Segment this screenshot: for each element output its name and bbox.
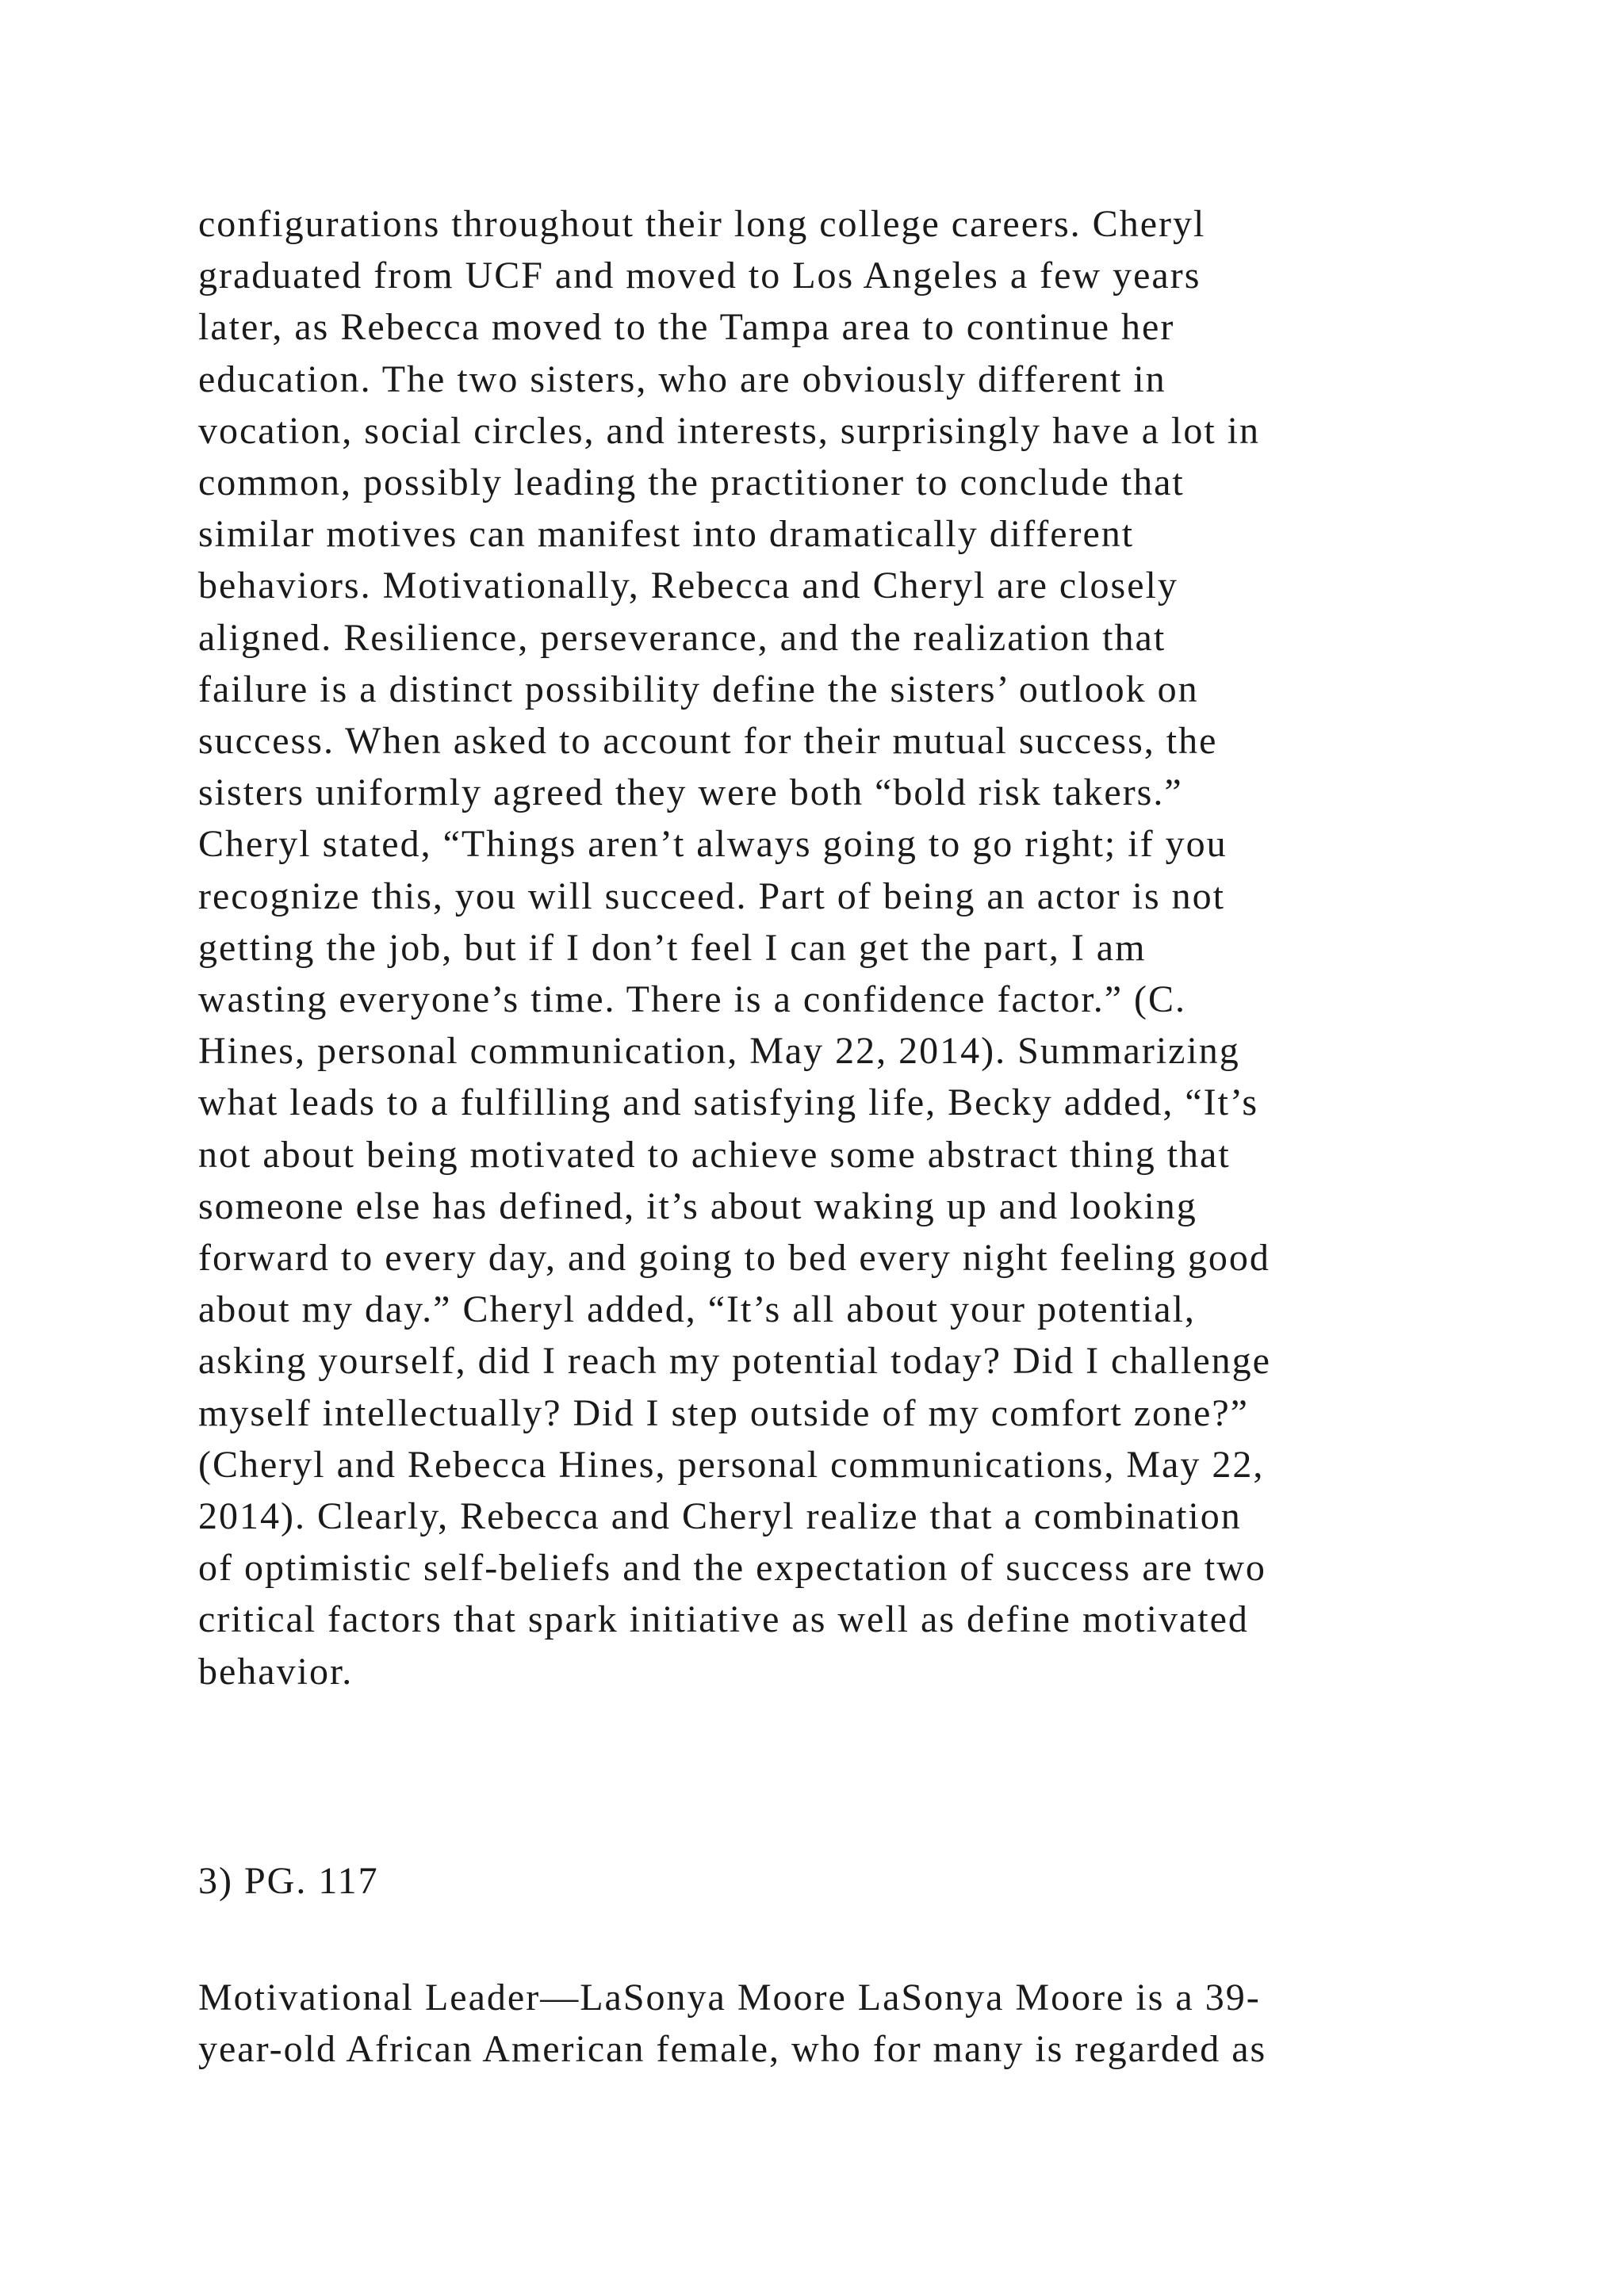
text-line: success. When asked to account for their mutual success, the: [198, 720, 1218, 763]
text-line: Motivational Leader—LaSonya Moore LaSonya Moore is a 39-: [198, 1976, 1261, 2019]
text-line: what leads to a fulfilling and satisfying life, Becky added, “It’s: [198, 1081, 1259, 1124]
text-line: getting the job, but if I don’t feel I can get the part, I am: [198, 926, 1147, 969]
body-paragraph-1: [198, 198, 1499, 1697]
text-line: similar motives can manifest into dramatically different: [198, 513, 1135, 556]
text-line: vocation, social circles, and interests, surprisingly have a lot in: [198, 409, 1261, 452]
text-line: (Cheryl and Rebecca Hines, personal communications, May 22,: [198, 1443, 1265, 1486]
text-line: sisters uniformly agreed they were both “bold risk takers.”: [198, 771, 1183, 814]
text-line: of optimistic self-beliefs and the expectation of success are two: [198, 1547, 1266, 1590]
text-line: asking yourself, did I reach my potential today? Did I challenge: [198, 1340, 1271, 1383]
text-line: 2014). Clearly, Rebecca and Cheryl realize that a combination: [198, 1495, 1242, 1538]
body-paragraph-2: [198, 1972, 1499, 2075]
text-line: wasting everyone’s time. There is a confidence factor.” (C.: [198, 978, 1187, 1021]
text-line: myself intellectually? Did I step outside of my comfort zone?”: [198, 1391, 1249, 1434]
section-heading: [198, 1855, 1499, 1907]
text-line: failure is a distinct possibility define the sisters’ outlook on: [198, 668, 1199, 710]
section-heading-text: 3) PG. 117: [198, 1860, 379, 1902]
text-line: common, possibly leading the practitioner to conclude that: [198, 461, 1185, 504]
text-line: about my day.” Cheryl added, “It’s all about your potential,: [198, 1288, 1196, 1331]
text-line: later, as Rebecca moved to the Tampa area to continue her: [198, 306, 1175, 349]
text-line: aligned. Resilience, perseverance, and the realization that: [198, 616, 1166, 659]
text-line: forward to every day, and going to bed every night feeling good: [198, 1237, 1270, 1280]
text-line: year-old African American female, who for many is regarded as: [198, 2028, 1267, 2071]
text-line: graduated from UCF and moved to Los Angeles a few years: [198, 254, 1201, 297]
text-line: education. The two sisters, who are obviously different in: [198, 358, 1166, 400]
text-line: configurations throughout their long college careers. Cheryl: [198, 203, 1206, 245]
text-line: Hines, personal communication, May 22, 2014). Summarizing: [198, 1030, 1240, 1073]
text-line: recognize this, you will succeed. Part of being an actor is not: [198, 874, 1225, 917]
text-line: behavior.: [198, 1650, 354, 1693]
text-line: critical factors that spark initiative as well as define motivated: [198, 1598, 1249, 1641]
text-line: behaviors. Motivationally, Rebecca and Cheryl are closely: [198, 564, 1178, 607]
text-line: not about being motivated to achieve some abstract thing that: [198, 1133, 1231, 1176]
text-line: someone else has defined, it’s about waking up and looking: [198, 1184, 1197, 1227]
text-line: Cheryl stated, “Things aren’t always going to go right; if you: [198, 823, 1228, 866]
